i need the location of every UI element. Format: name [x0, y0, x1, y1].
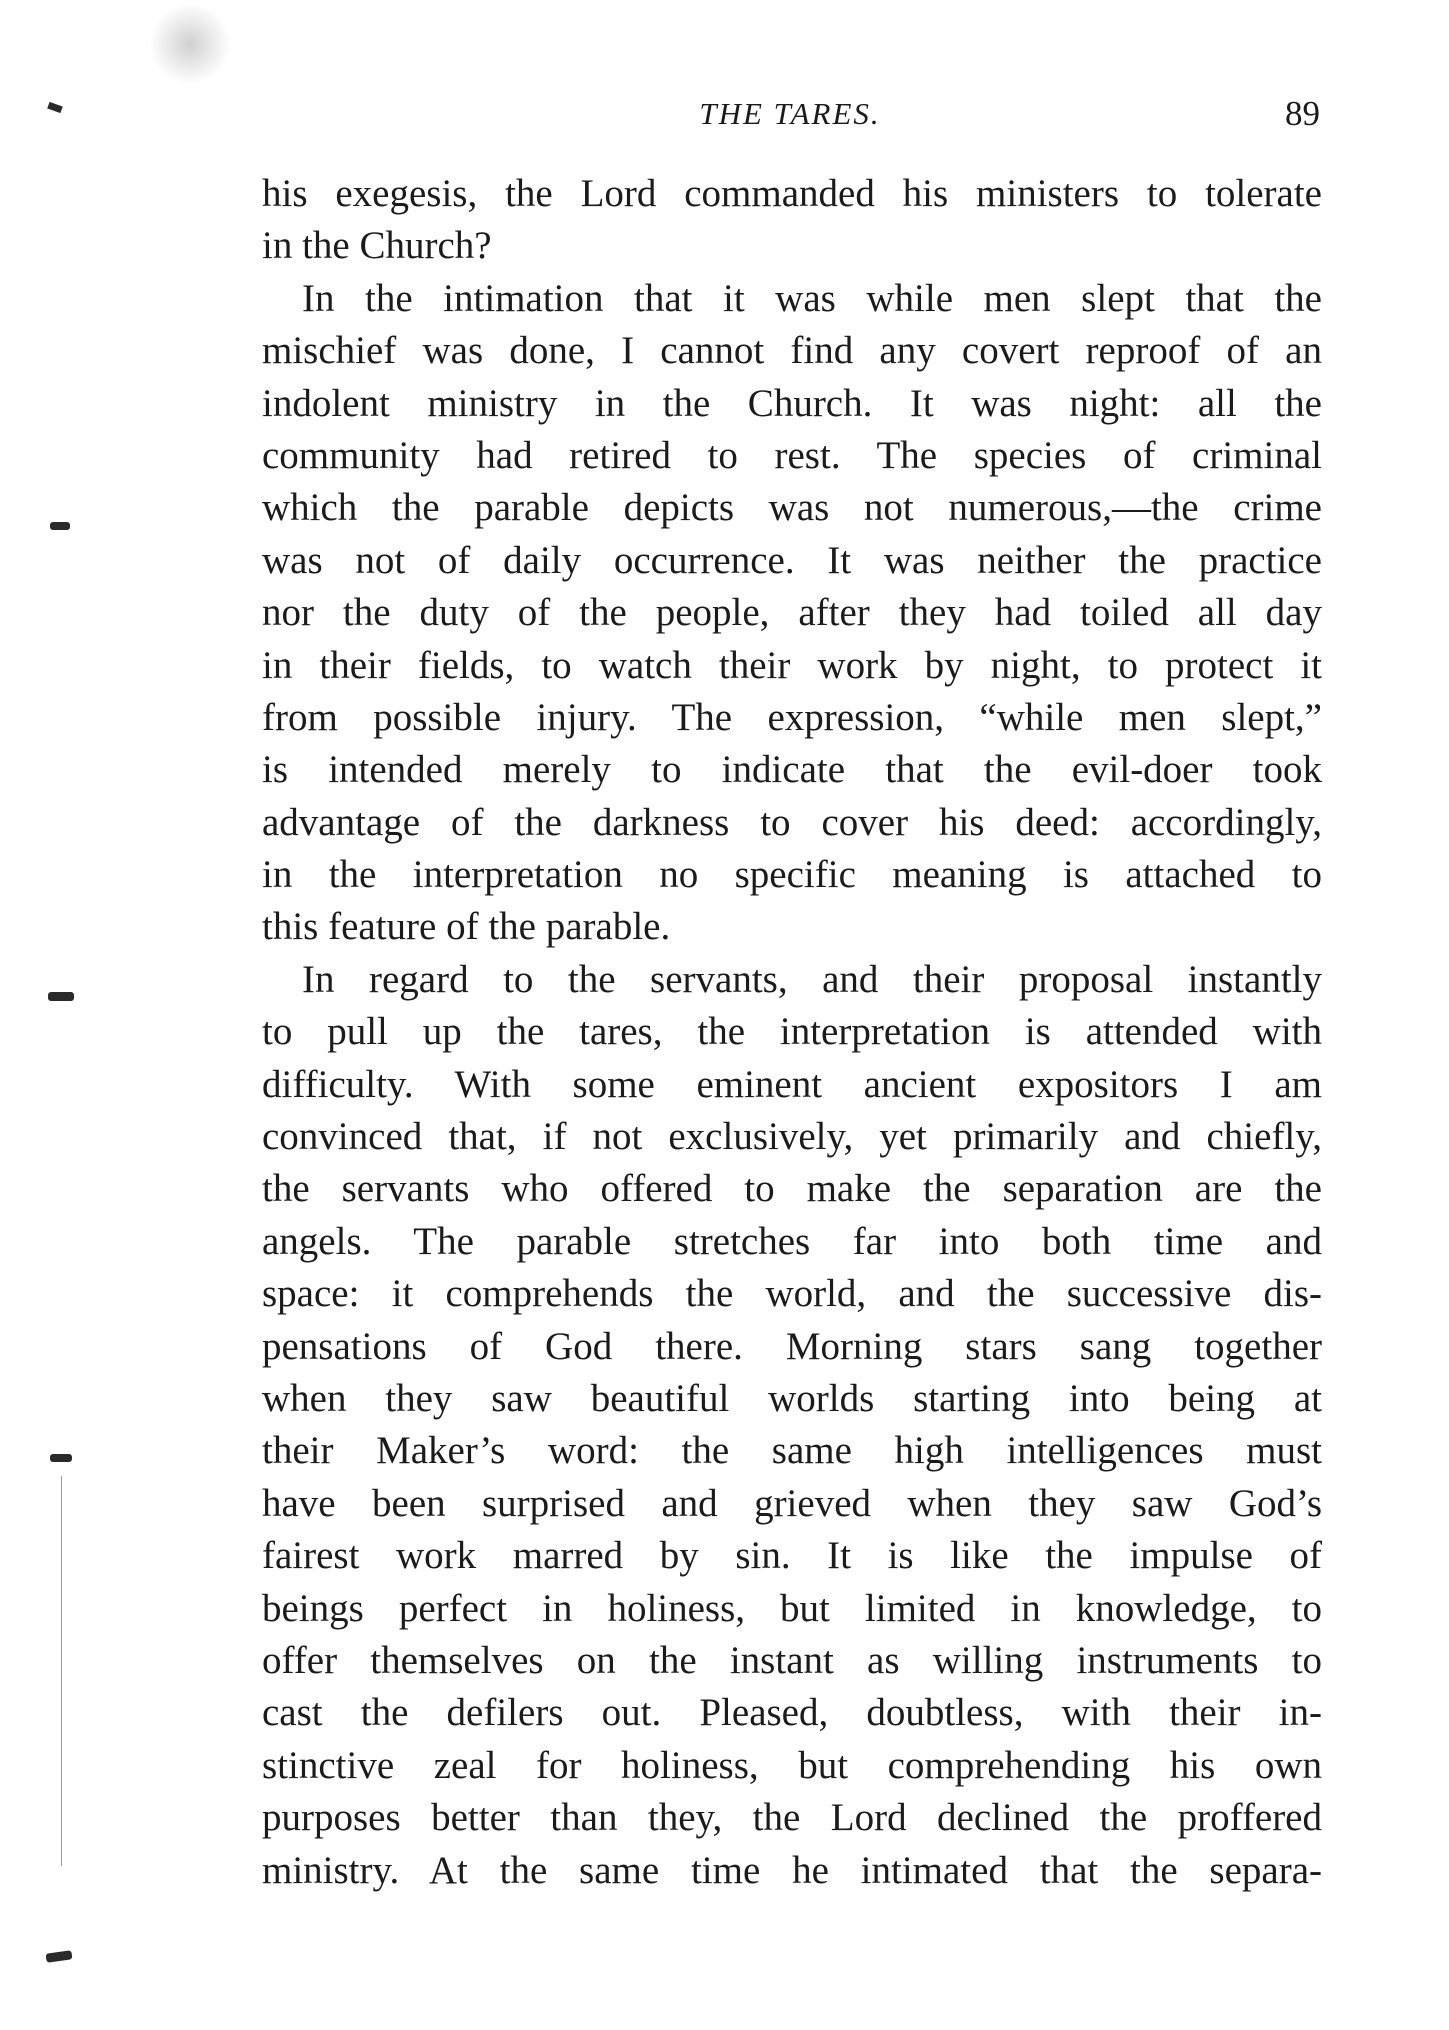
text-line: when they saw beautiful worlds starting into being at [262, 1376, 1322, 1420]
text-line: ministry. At the same time he intimated that the separa- [262, 1848, 1322, 1892]
text-line: in the Church? [262, 224, 492, 268]
text-line: offer themselves on the instant as willing instruments to [262, 1638, 1322, 1682]
text-line: indolent ministry in the Church. It was night: all the [262, 381, 1322, 425]
text-line: convinced that, if not exclusively, yet primarily and chiefly, [262, 1115, 1322, 1159]
margin-mark [50, 522, 70, 530]
page-number: 89 [1285, 94, 1320, 133]
text-line: his exegesis, the Lord commanded his ministers to tolerate [262, 172, 1322, 215]
margin-mark [48, 992, 74, 1001]
text-line: advantage of the darkness to cover his deed: accordingly, [262, 800, 1322, 844]
text-line: space: it comprehends the world, and the successive dis- [262, 1272, 1322, 1316]
text-line: pensations of God there. Morning stars sang together [262, 1324, 1322, 1368]
text-line: cast the defilers out. Pleased, doubtless, with their in- [262, 1691, 1322, 1735]
text-line: community had retired to rest. The species of criminal [262, 433, 1322, 477]
text-line: is intended merely to indicate that the evil-doer took [262, 748, 1322, 792]
margin-mark [61, 1476, 62, 1866]
margin-mark [46, 1950, 73, 1963]
running-head [260, 92, 1320, 136]
text-line: in the interpretation no specific meaning is attached to [262, 853, 1322, 897]
text-line: their Maker’s word: the same high intelligences must [262, 1429, 1322, 1473]
text-line: was not of daily occurrence. It was neither the practice [262, 538, 1322, 582]
text-line: this feature of the parable. [262, 905, 671, 949]
text-line: stinctive zeal for holiness, but comprehending his own [262, 1743, 1322, 1787]
body-text [262, 168, 1322, 1897]
text-line: In the intimation that it was while men slept that the [302, 276, 1322, 320]
text-line: from possible injury. The expression, “while men slept,” [262, 695, 1322, 739]
text-line: nor the duty of the people, after they had toiled all day [262, 591, 1322, 635]
margin-mark [50, 1454, 72, 1462]
text-line: mischief was done, I cannot find any covert reproof of an [262, 329, 1322, 373]
text-line: in their fields, to watch their work by night, to protect it [262, 643, 1322, 687]
text-line: have been surprised and grieved when they saw God’s [262, 1481, 1322, 1525]
text-line: which the parable depicts was not numerous,—the crime [262, 486, 1322, 530]
running-title: THE TARES. [699, 96, 881, 131]
text-line: purposes better than they, the Lord declined the proffered [262, 1796, 1322, 1840]
text-line: fairest work marred by sin. It is like the impulse of [262, 1534, 1322, 1578]
text-line: difficulty. With some eminent ancient expositors I am [262, 1062, 1322, 1106]
text-line: angels. The parable stretches far into both time and [262, 1219, 1322, 1263]
text-line: to pull up the tares, the interpretation is attended with [262, 1010, 1322, 1054]
text-line: beings perfect in holiness, but limited in knowledge, to [262, 1586, 1322, 1630]
margin-mark [47, 102, 63, 113]
text-line: In regard to the servants, and their proposal instantly [302, 957, 1322, 1001]
page-stain [150, 4, 230, 84]
text-line: the servants who offered to make the separation are the [262, 1167, 1322, 1211]
